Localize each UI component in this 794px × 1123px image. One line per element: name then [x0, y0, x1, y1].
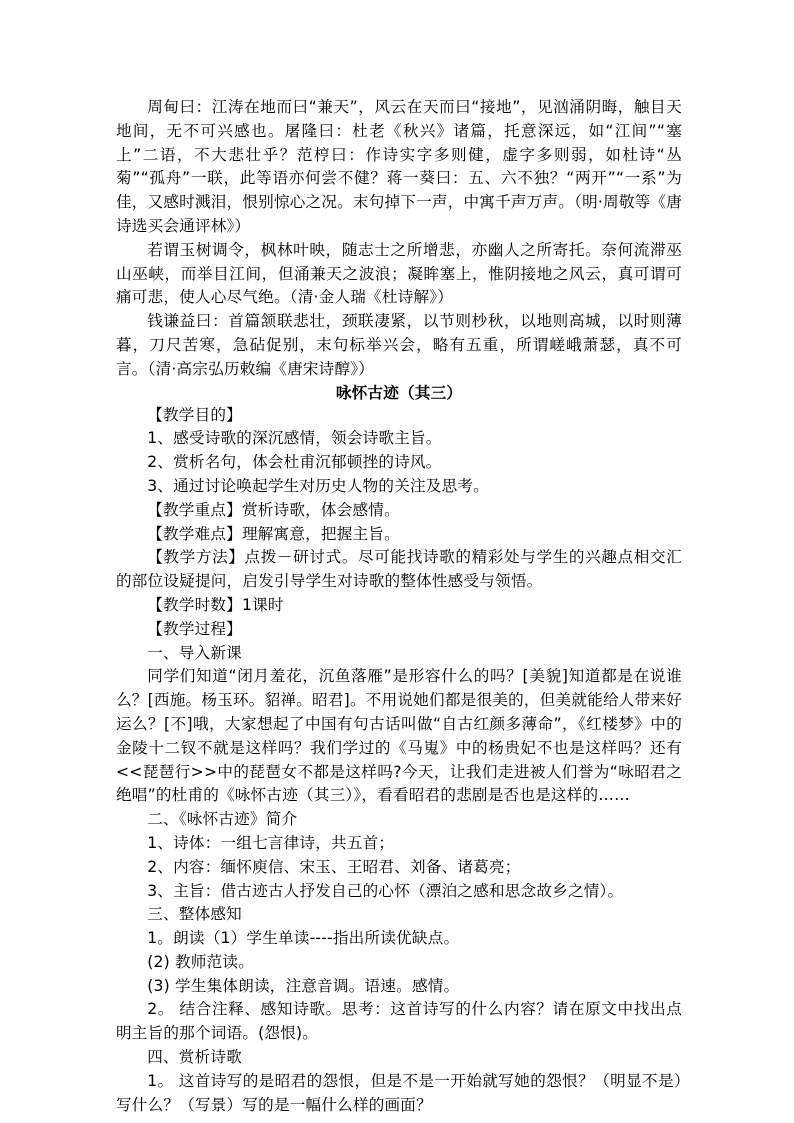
- step3-item-1b: (2) 教师范读。: [147, 952, 255, 971]
- step3-item-2: 2。 结合注释、感知诗歌。思考：这首诗写的什么内容？请在原文中找出点明主旨的那个词语。(怨恨)。: [116, 1000, 682, 1043]
- difficulty: 【教学难点】理解寓意，把握主旨。: [147, 524, 400, 543]
- commentary-paragraph-1: 周甸曰：江涛在地而曰“兼天”，风云在天而曰“接地”，见汹涌阴晦，触目天地间，无不可兴感也。屠隆曰：杜老《秋兴》诸篇，托意深远，如“江间”“塞上”二语，不大悲壮乎？范梈曰：作诗实字多则健，虚字多则弱，如杜诗“丛菊”“孤舟”一联，此等语亦何尝不健？蒋一葵曰：五、六不独？“两开”“一系”为佳，又感时溅泪，恨别惊心之况。末句掉下一声，中寓千声万声。（明·周敬等《唐诗选买会通评林》）: [116, 98, 682, 235]
- teaching-hours: 【教学时数】1课时: [147, 595, 284, 614]
- process-heading: 【教学过程】: [147, 619, 242, 638]
- step3-item-1: 1。朗读（1）学生单读----指出所读优缺点。: [147, 929, 460, 948]
- document-page: [116, 96, 682, 1117]
- objectives-heading: 【教学目的】: [147, 405, 242, 424]
- teaching-method: 【教学方法】点拨－研讨式。尽可能找诗歌的精彩处与学生的兴趣点相交汇的部位设疑提问，启发引导学生对诗歌的整体性感受与领悟。: [116, 548, 682, 591]
- step4-heading: 四、赏析诗歌: [147, 1048, 242, 1067]
- step2-item-1: 1、诗体：一组七言律诗，共五首；: [147, 833, 395, 852]
- page-title: 咏怀古迹（其三）: [335, 382, 463, 402]
- objective-item-1: 1、感受诗歌的深沉感情，领会诗歌主旨。: [147, 429, 442, 448]
- step2-item-2: 2、内容：缅怀庾信、宋玉、王昭君、刘备、诸葛亮；: [147, 857, 521, 876]
- objective-item-2: 2、赏析名句，体会杜甫沉郁顿挫的诗风。: [147, 453, 442, 472]
- step3-item-1c: (3) 学生集体朗读，注意音调。语速。感情。: [147, 976, 460, 995]
- step2-heading: 二、《咏怀古迹》简介: [147, 810, 298, 829]
- commentary-paragraph-2: 若谓玉树调令，枫林叶映，随志士之所增悲，亦幽人之所寄托。奈何流滞巫山巫峡，而举目江间，但涌兼天之波浪；凝眸塞上，惟阴接地之风云，真可谓可痛可悲，使人心尽气绝。（清·金人瑞《杜诗解》）: [116, 240, 682, 307]
- step1-text: 同学们知道“闭月羞花，沉鱼落雁”是形容什么的吗？[美貌]知道都是在说谁么？[西施。杨玉环。貂禅。昭君]。不用说她们都是很美的，但美就能给人带来好运么？[不]哦，大家想起了中国有句古话叫做“自古红颜多薄命”，《红楼梦》中的金陵十二钗不就是这样吗？我们学过的《马嵬》中的杨贵妃不也是这样吗？还有<<琵琶行>>中的琵琶女不都是这样吗?今天，让我们走进被人们誉为“咏昭君之绝唱”的杜甫的《咏怀古迹（其三）》，看看昭君的悲剧是否也是这样的……: [116, 667, 682, 805]
- key-point: 【教学重点】赏析诗歌，体会感情。: [147, 500, 400, 519]
- step3-heading: 三、整体感知: [147, 905, 242, 924]
- step1-heading: 一、导入新课: [147, 643, 242, 662]
- objective-item-3: 3、通过讨论唤起学生对历史人物的关注及思考。: [147, 476, 489, 495]
- commentary-paragraph-3: 钱谦益曰：首篇颔联悲壮，颈联凄紧，以节则杪秋，以地则高城，以时则薄暮，刀尺苦寒，急砧促别，末句标举兴会，略有五重，所谓嵯峨萧瑟，真不可言。（清·高宗弘历敕编《唐宋诗醇》）: [116, 312, 682, 378]
- step4-item-1: 1。 这首诗写的是昭君的怨恨，但是不是一开始就写她的怨恨？（明显不是）写什么？（写景）写的是一幅什么样的画面？: [116, 1071, 682, 1114]
- step2-item-3: 3、主旨：借古迹古人抒发自己的心怀（漂泊之感和思念故乡之情）。: [147, 881, 624, 900]
